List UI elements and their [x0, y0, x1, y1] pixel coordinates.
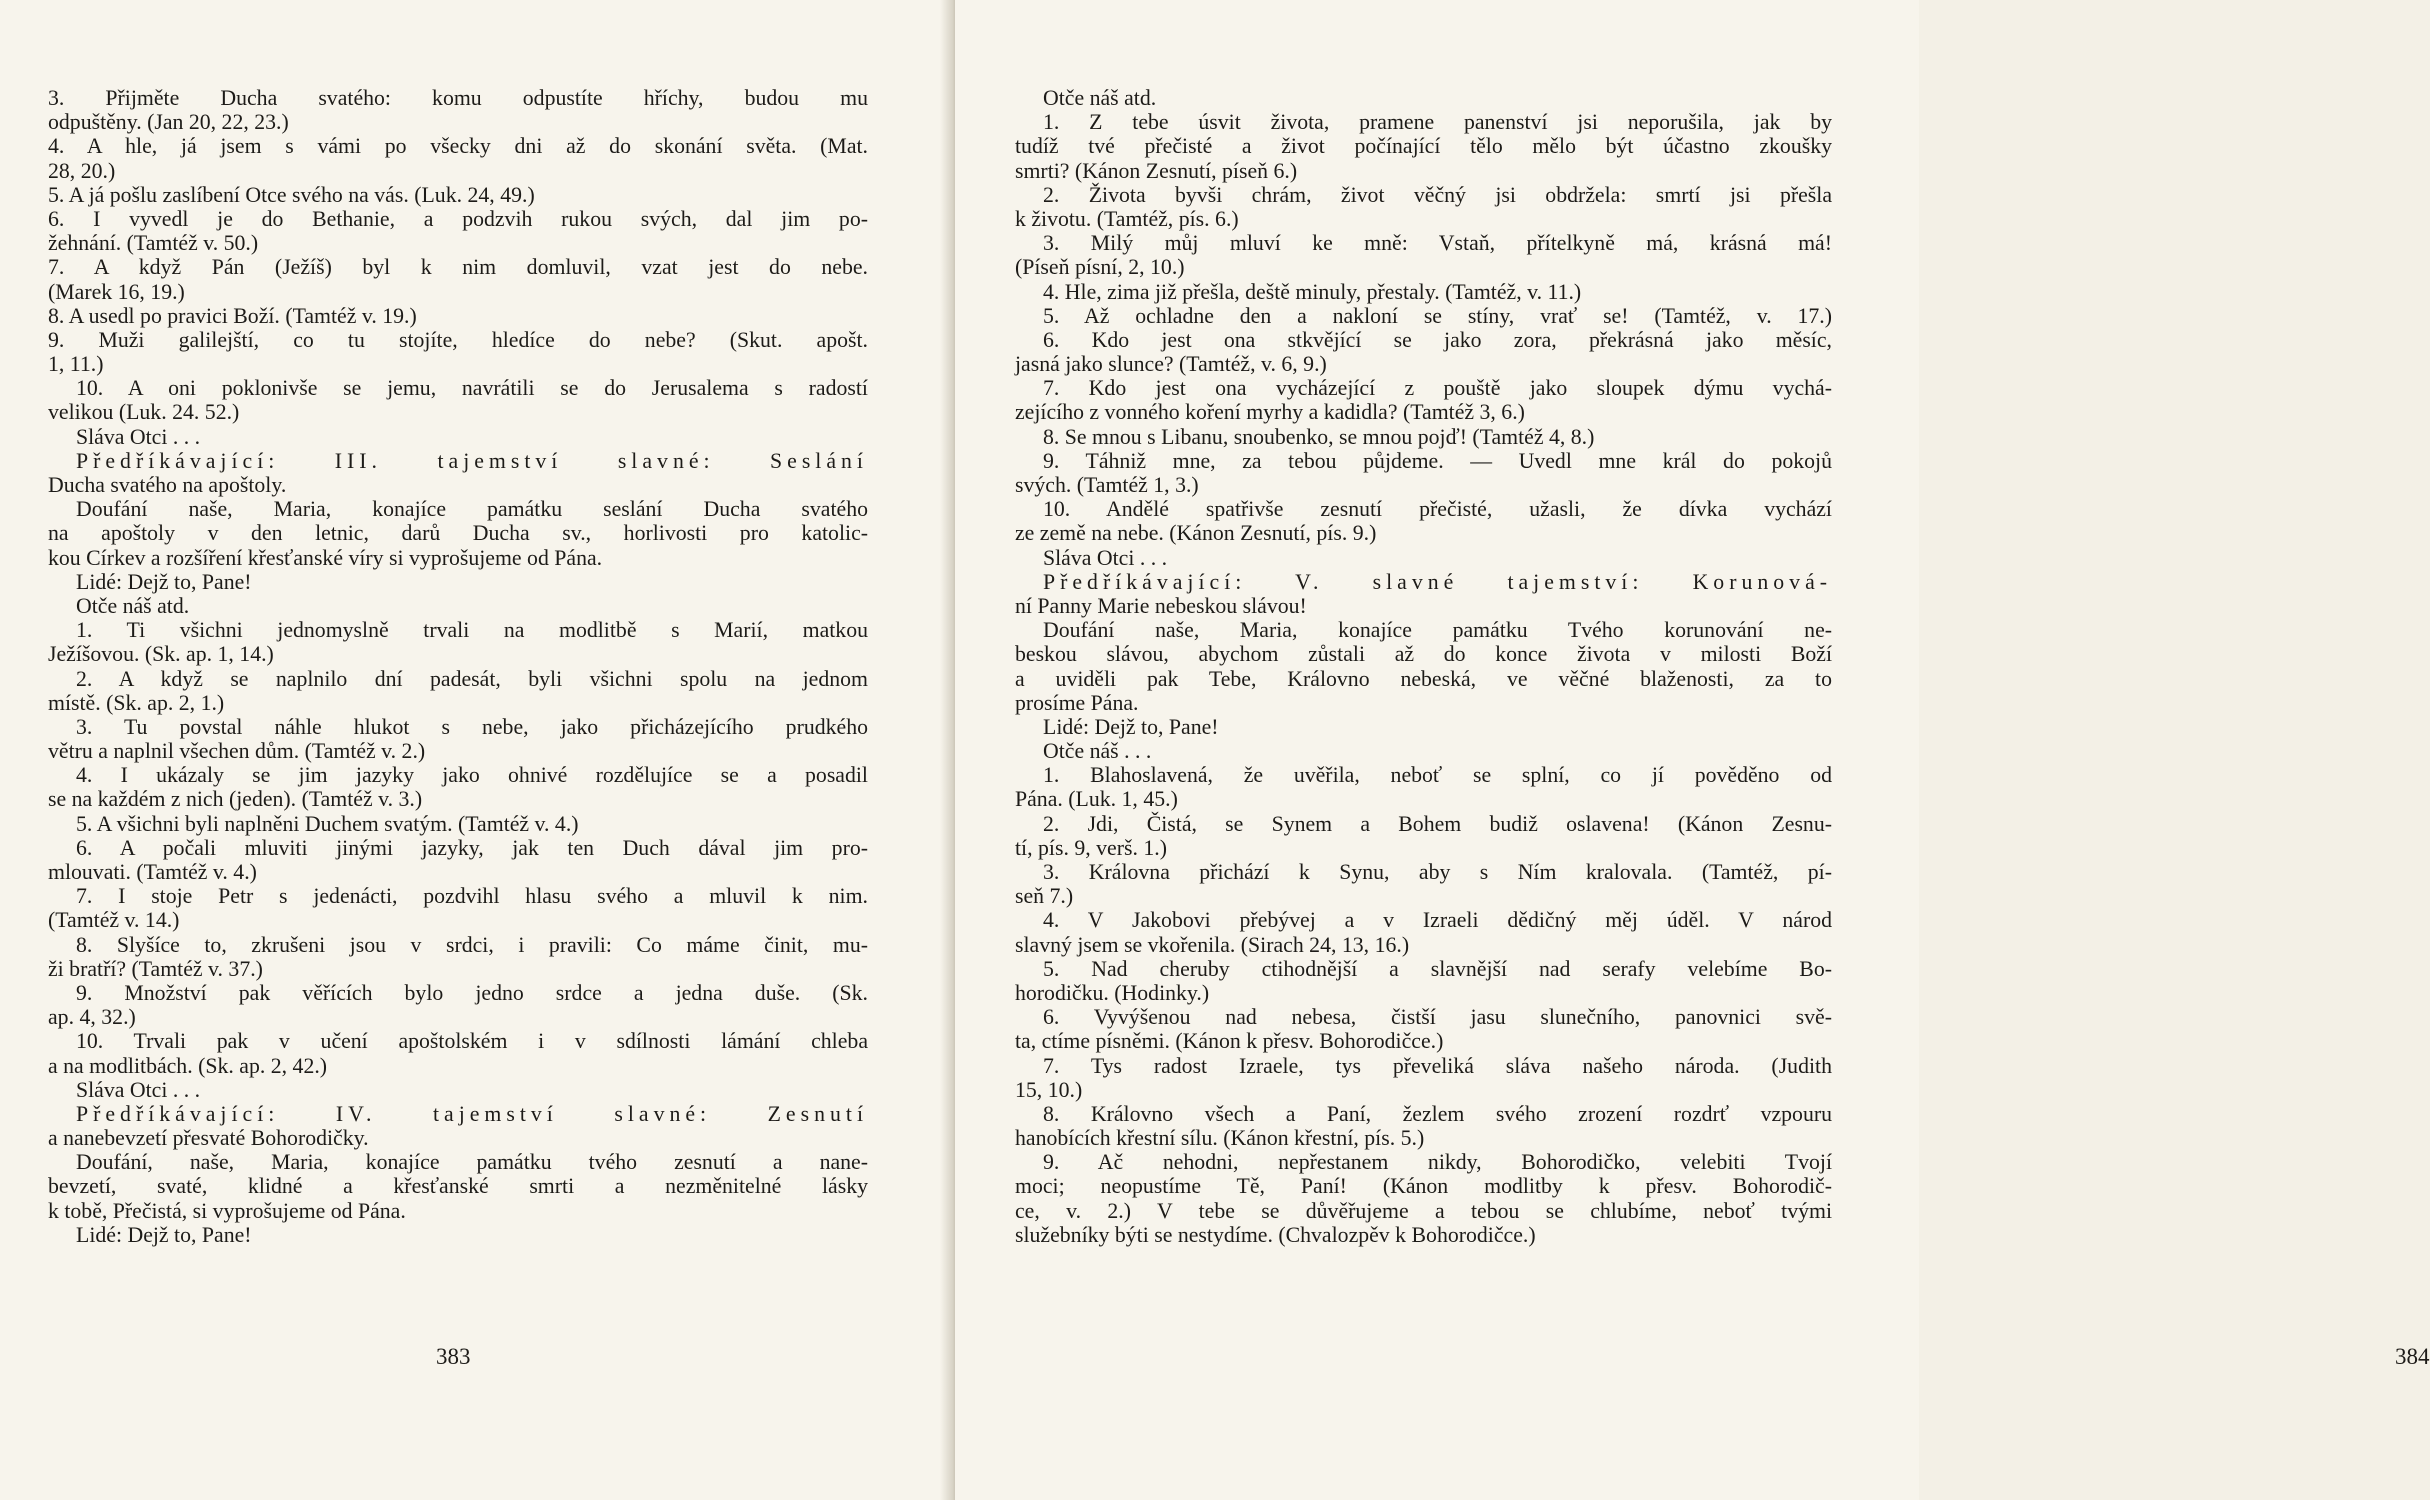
text-line: Pána. (Luk. 1, 45.)	[1015, 787, 1178, 812]
text-line: 4. Hle, zima již přešla, deště minuly, přestaly. (Tamtéž, v. 11.)	[1043, 279, 1582, 304]
text-line: ap. 4, 32.)	[48, 1005, 136, 1030]
text-line: 4. V Jakobovi přebývej a v Izraeli dědičný měj úděl. V národ	[1043, 908, 1832, 933]
text-line: 7. Tys radost Izraele, tys převeliká sláva našeho národa. (Judith	[1043, 1053, 1832, 1078]
text-line: ži bratří? (Tamtéž v. 37.)	[48, 956, 263, 981]
text-line: tudíž tvé přečisté a život počínající tělo mělo být účastno zkoušky	[1015, 134, 1832, 159]
text-line: 7. A když Pán (Ježíš) byl k nim domluvil, vzat jest do nebe.	[48, 255, 868, 280]
text-line: 2. A když se naplnilo dní padesát, byli všichni spolu na jednom	[76, 666, 868, 691]
text-line: odpuštěny. (Jan 20, 22, 23.)	[48, 110, 289, 135]
text-line: Předříkávající: III. tajemství slavné: Seslání	[76, 448, 868, 473]
text-line: 7. I stoje Petr s jedenácti, pozdvihl hlasu svého a mluvil k nim.	[76, 884, 868, 909]
text-line: 9. Táhniž mne, za tebou půjdeme. — Uvedl mne král do pokojů	[1043, 448, 1832, 473]
text-line: 6. Kdo jest ona stkvějící se jako zora, překrásná jako měsíc,	[1043, 327, 1832, 352]
text-line: Doufání, naše, Maria, konajíce památku tvého zesnutí a nane-	[76, 1150, 868, 1175]
text-line: 2. Jdi, Čistá, se Synem a Bohem budiž oslavena! (Kánon Zesnu-	[1043, 811, 1832, 836]
text-line: 6. Vyvýšenou nad nebesa, čistší jasu slunečního, panovnici svě-	[1043, 1005, 1832, 1030]
text-line: a na modlitbách. (Sk. ap. 2, 42.)	[48, 1053, 328, 1078]
text-line: k životu. (Tamtéž, pís. 6.)	[1015, 206, 1239, 231]
text-line: 3. Milý můj mluví ke mně: Vstaň, přítelkyně má, krásná má!	[1043, 231, 1832, 256]
text-line: (Píseň písní, 2, 10.)	[1015, 255, 1185, 280]
text-line: 2. Života byvši chrám, život věčný jsi obdržela: smrtí jsi přešla	[1043, 182, 1832, 207]
text-line: větru a naplnil všechen dům. (Tamtéž v. 2.)	[48, 739, 426, 764]
text-line: 3. Tu povstal náhle hlukot s nebe, jako přicházejícího prudkého	[76, 714, 868, 739]
text-line: mlouvati. (Tamtéž v. 4.)	[48, 860, 257, 884]
text-line: 6. I vyvedl je do Bethanie, a podzvih rukou svých, dal jim po-	[48, 206, 868, 231]
text-line: Doufání naše, Maria, konajíce památku Tvého korunování ne-	[1043, 618, 1832, 643]
text-line: k tobě, Přečistá, si vyprošujeme od Pána.	[48, 1198, 406, 1223]
text-line: beskou slávou, abychom zůstali až do konce života v milosti Boží	[1015, 642, 1832, 667]
text-line: 9. Muži galilejští, co tu stojíte, hledíce do nebe? (Skut. apošt.	[48, 327, 868, 352]
page-number-left: 383	[436, 1344, 471, 1369]
text-line: velikou (Luk. 24. 52.)	[48, 400, 240, 425]
text-line: 1. Z tebe úsvit života, pramene panenství jsi neporušila, jak by	[1043, 110, 1832, 135]
text-line: Sláva Otci . . .	[1043, 545, 1168, 570]
text-line: 8. Slyšíce to, zkrušeni jsou v srdci, i pravili: Co máme činit, mu-	[76, 932, 868, 957]
text-line: 3. Královna přichází k Synu, aby s Ním kralovala. (Tamtéž, pí-	[1043, 860, 1832, 884]
text-line: Otče náš atd.	[1043, 86, 1157, 110]
text-line: ní Panny Marie nebeskou slávou!	[1015, 593, 1307, 618]
text-line: se na každém z nich (jeden). (Tamtéž v. 3.)	[48, 787, 423, 812]
text-line: bevzetí, svaté, klidné a křesťanské smrti a nezměnitelné lásky	[48, 1174, 868, 1199]
text-line: Lidé: Dejž to, Pane!	[76, 1222, 252, 1247]
text-line: Otče náš . . .	[1043, 739, 1152, 764]
right-page-text	[1015, 86, 1832, 1247]
text-line: Lidé: Dejž to, Pane!	[76, 569, 252, 594]
text-line: 9. Množství pak věřících bylo jedno srdce a jedna duše. (Sk.	[76, 980, 868, 1005]
text-line: smrti? (Kánon Zesnutí, píseň 6.)	[1015, 158, 1298, 183]
text-line: Doufání naše, Maria, konajíce památku seslání Ducha svatého	[76, 497, 868, 522]
text-line: horodičku. (Hodinky.)	[1015, 980, 1210, 1005]
text-line: 1, 11.)	[48, 352, 104, 377]
text-line: 4. A hle, já jsem s vámi po všecky dni až do skonání světa. (Mat.	[48, 134, 868, 159]
text-line: 1. Ti všichni jednomyslně trvali na modlitbě s Marií, matkou	[76, 618, 868, 643]
text-line: tí, pís. 9, verš. 1.)	[1015, 835, 1167, 860]
text-line: 10. A oni poklonivše se jemu, navrátili se do Jerusalema s radostí	[76, 376, 868, 401]
text-line: ta, ctíme písněmi. (Kánon k přesv. Bohorodičce.)	[1015, 1029, 1444, 1054]
text-line: 5. Nad cheruby ctihodnější a slavnější nad serafy velebíme Bo-	[1043, 956, 1832, 981]
text-line: 5. Až ochladne den a nakloní se stíny, vrať se! (Tamtéž, v. 17.)	[1043, 303, 1832, 328]
text-line: 3. Přijměte Ducha svatého: komu odpustíte hříchy, budou mu	[48, 86, 868, 110]
text-line: 8. Královno všech a Paní, žezlem svého zrození rozdrť vzpouru	[1043, 1101, 1832, 1126]
text-line: (Marek 16, 19.)	[48, 279, 185, 304]
text-line: hanobících křestní sílu. (Kánon křestní, pís. 5.)	[1015, 1126, 1425, 1151]
page-number-right: 384	[2395, 1344, 2430, 1369]
text-line: 5. A já pošlu zaslíbení Otce svého na vás. (Luk. 24, 49.)	[48, 182, 535, 207]
right-page	[955, 0, 2430, 1500]
text-line: místě. (Sk. ap. 2, 1.)	[48, 690, 225, 715]
text-line: 9. Ač nehodni, nepřestanem nikdy, Bohorodičko, velebiti Tvojí	[1043, 1150, 1832, 1175]
text-line: (Tamtéž v. 14.)	[48, 908, 180, 933]
text-line: Lidé: Dejž to, Pane!	[1043, 714, 1219, 739]
text-line: 6. A počali mluviti jinými jazyky, jak ten Duch dával jim pro-	[76, 835, 868, 860]
text-line: 1. Blahoslavená, že uvěřila, neboť se splní, co jí pověděno od	[1043, 763, 1832, 788]
text-line: Ježíšovou. (Sk. ap. 1, 14.)	[48, 642, 274, 667]
text-line: 10. Andělé spatřivše zesnutí přečisté, užasli, že dívka vychází	[1043, 497, 1832, 522]
text-line: 4. I ukázaly se jim jazyky jako ohnivé rozdělujíce se a posadil	[76, 763, 868, 788]
text-line: kou Církev a rozšíření křesťanské víry si vyprošujeme od Pána.	[48, 545, 603, 570]
text-line: ce, v. 2.) V tebe se důvěřujeme a tebou se chlubíme, neboť tvými	[1015, 1198, 1832, 1223]
text-line: 5. A všichni byli naplněni Duchem svatým. (Tamtéž v. 4.)	[76, 811, 579, 836]
text-line: ze země na nebe. (Kánon Zesnutí, pís. 9.)	[1015, 521, 1377, 546]
text-line: seň 7.)	[1015, 884, 1074, 909]
left-page	[0, 0, 955, 1500]
text-line: zejícího z vonného koření myrhy a kadidla? (Tamtéž 3, 6.)	[1015, 400, 1525, 425]
text-line: Předříkávající: V. slavné tajemství: Korunová-	[1043, 569, 1832, 594]
text-line: Sláva Otci . . .	[76, 1077, 201, 1102]
text-line: a nanebevzetí přesvaté Bohorodičky.	[48, 1126, 369, 1151]
text-line: Sláva Otci . . .	[76, 424, 201, 449]
text-line: 8. Se mnou s Libanu, snoubenko, se mnou pojď! (Tamtéž 4, 8.)	[1043, 424, 1595, 449]
text-line: prosíme Pána.	[1015, 690, 1139, 715]
text-line: a uviděli pak Tebe, Královno nebeská, ve věčné blaženosti, za to	[1015, 666, 1832, 691]
text-line: služebníky býti se nestydíme. (Chvalozpěv k Bohorodičce.)	[1015, 1222, 1536, 1247]
text-line: 8. A usedl po pravici Boží. (Tamtéž v. 19.)	[48, 303, 417, 328]
text-line: slavný jsem se vkořenila. (Sirach 24, 13, 16.)	[1015, 932, 1410, 957]
text-line: Předříkávající: IV. tajemství slavné: Zesnutí	[76, 1101, 868, 1126]
text-line: 28, 20.)	[48, 158, 116, 183]
text-line: Ducha svatého na apoštoly.	[48, 473, 287, 497]
text-line: jasná jako slunce? (Tamtéž, v. 6, 9.)	[1015, 352, 1327, 377]
text-line: moci; neopustíme Tě, Paní! (Kánon modlitby k přesv. Bohorodič-	[1015, 1174, 1832, 1199]
text-line: svých. (Tamtéž 1, 3.)	[1015, 473, 1199, 497]
text-line: 10. Trvali pak v učení apoštolském i v sdílnosti lámání chleba	[76, 1029, 868, 1054]
text-line: 15, 10.)	[1015, 1077, 1083, 1102]
text-line: na apoštoly v den letnic, darů Ducha sv., horlivosti pro katolic-	[48, 521, 868, 546]
text-line: Otče náš atd.	[76, 593, 190, 618]
left-page-text	[48, 86, 868, 1247]
text-line: 7. Kdo jest ona vycházející z pouště jako sloupek dýmu vychá-	[1043, 376, 1832, 401]
text-line: žehnání. (Tamtéž v. 50.)	[48, 231, 259, 256]
